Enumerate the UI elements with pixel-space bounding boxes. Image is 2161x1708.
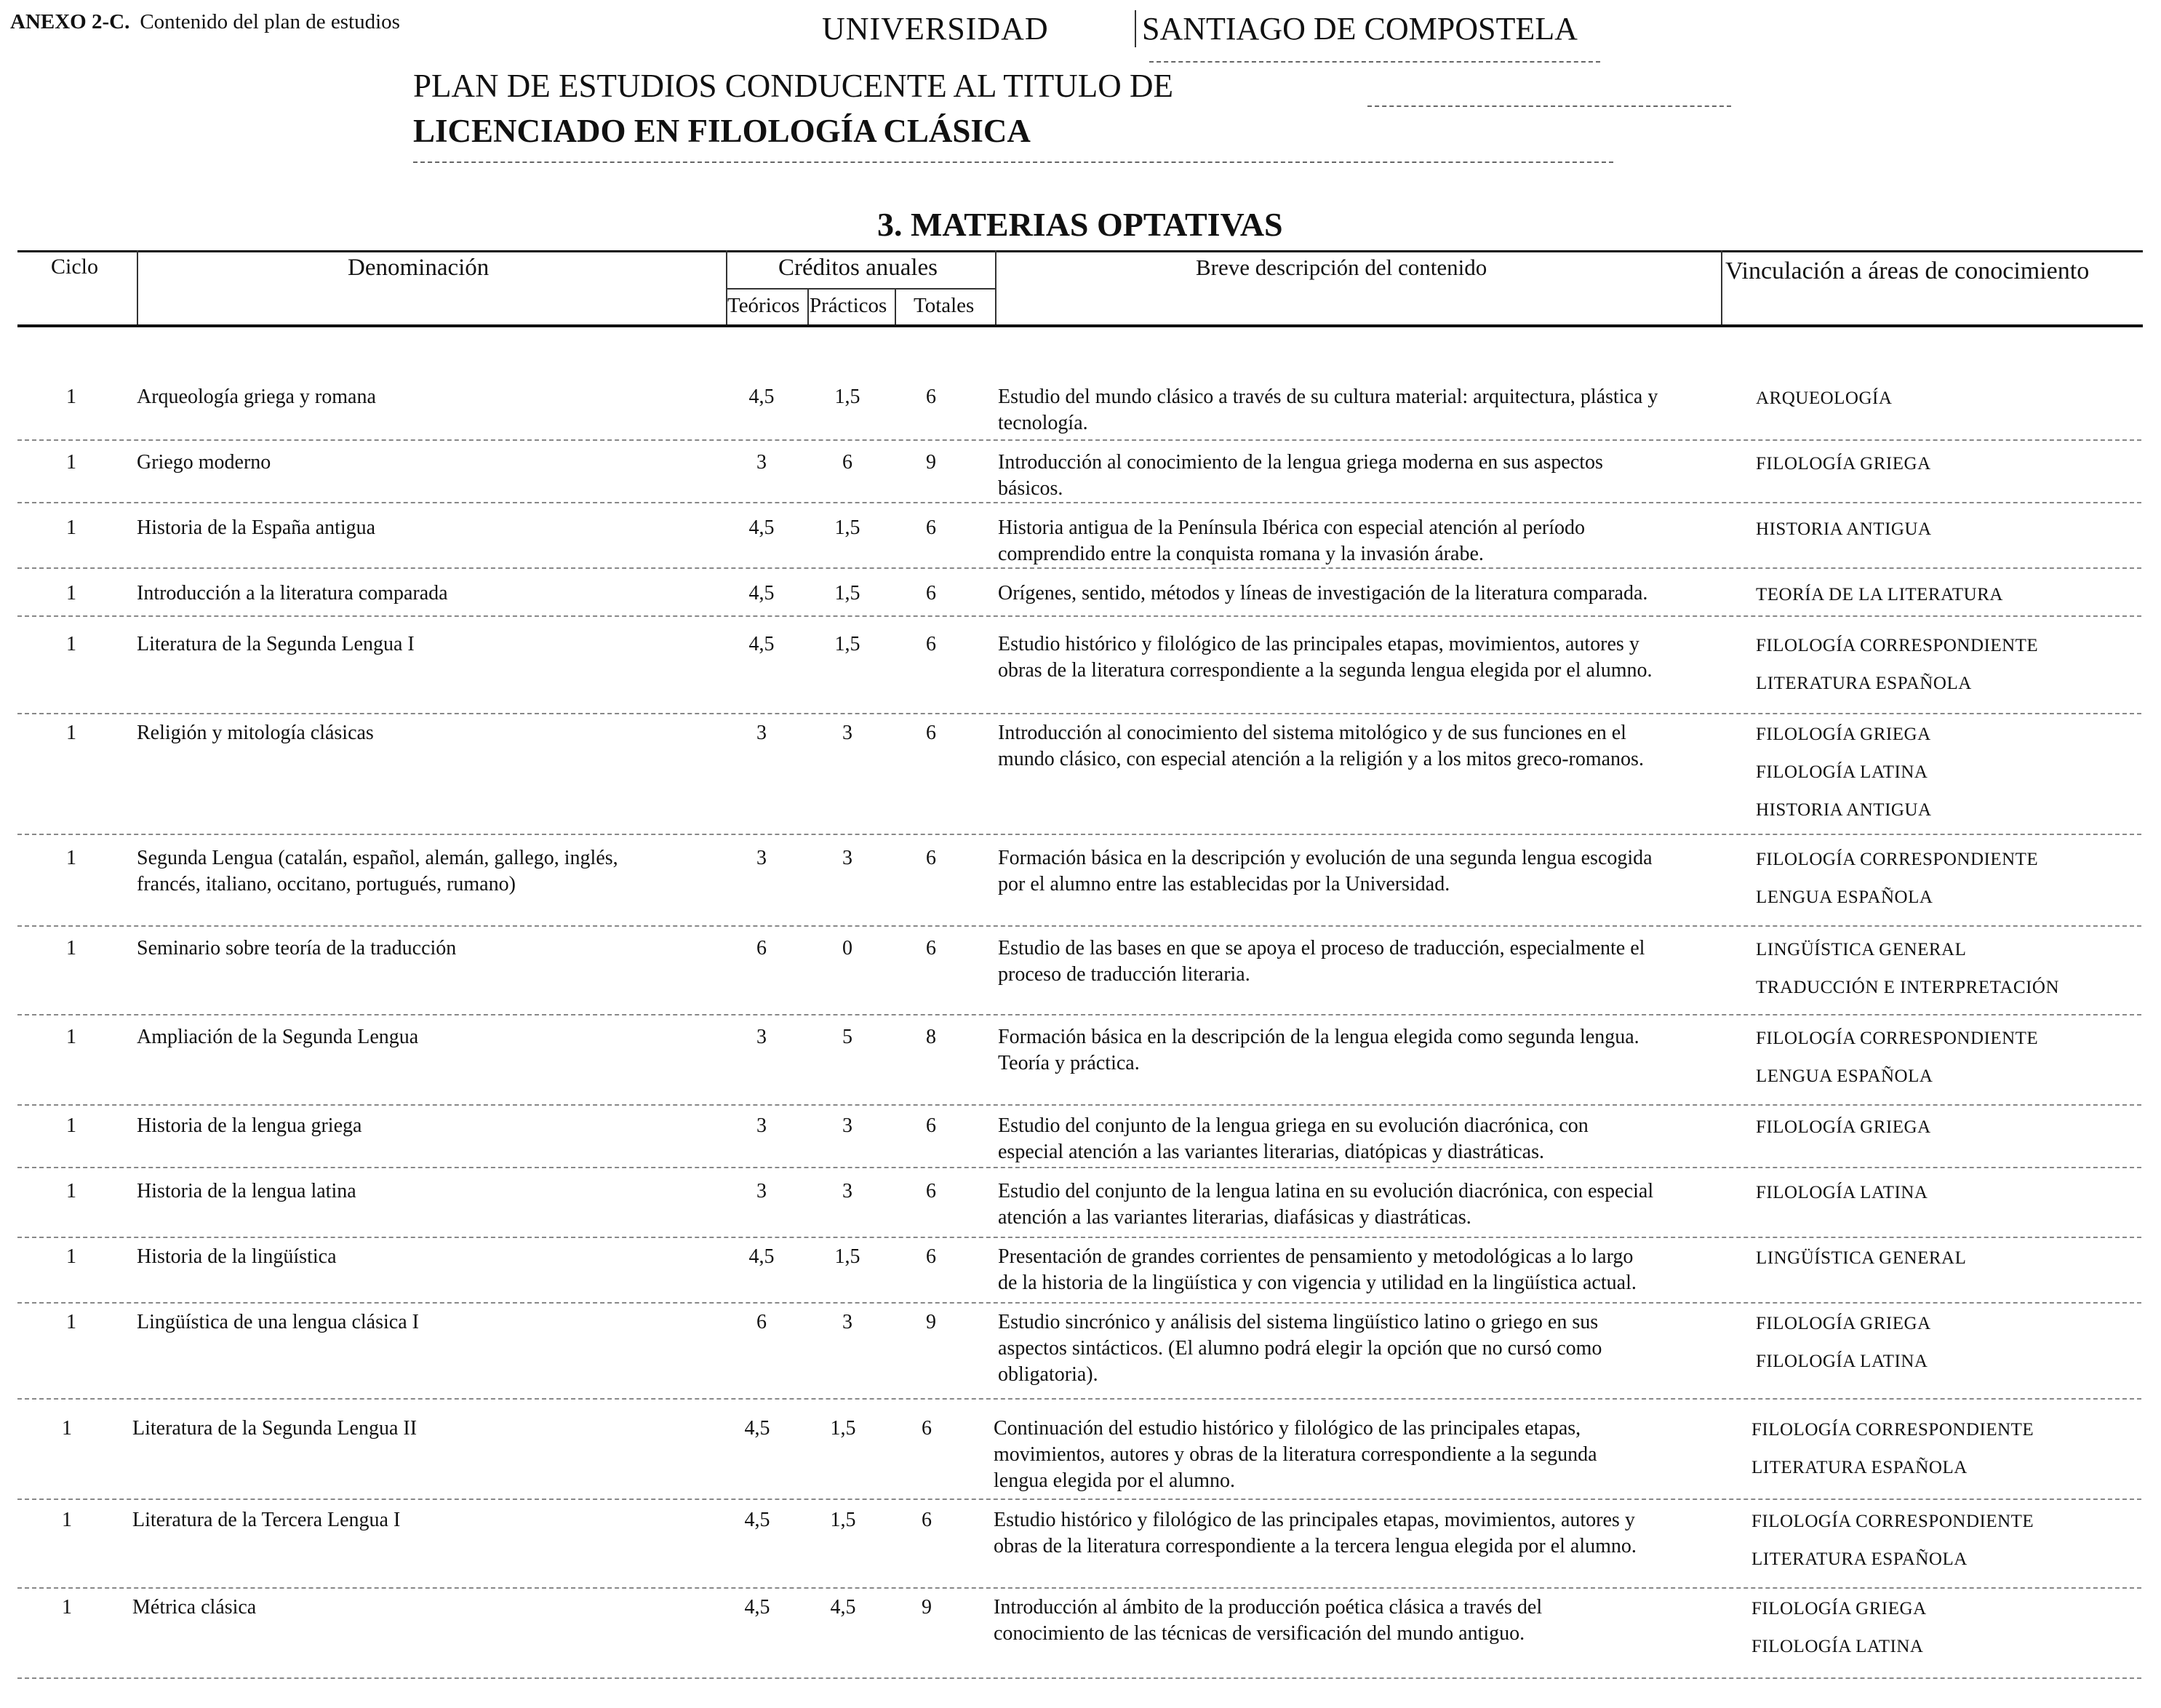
denominacion-line: Ampliación de la Segunda Lengua bbox=[137, 1026, 419, 1048]
row-teoricos: 4,5 bbox=[744, 1417, 770, 1440]
area-item: FILOLOGÍA CORRESPONDIENTE bbox=[1756, 1029, 2039, 1048]
row-totales: 6 bbox=[926, 516, 936, 539]
area-item: LENGUA ESPAÑOLA bbox=[1756, 1066, 1933, 1086]
descripcion-line: obras de la literatura correspondiente a la tercera lengua elegida por el alumno. bbox=[994, 1535, 1637, 1557]
row-separator bbox=[17, 1398, 2141, 1400]
area-item: HISTORIA ANTIGUA bbox=[1756, 800, 1932, 820]
row-areas bbox=[1751, 1590, 1927, 1666]
denominacion-line: Lingüística de una lengua clásica I bbox=[137, 1311, 419, 1333]
header-ciclo: Ciclo bbox=[51, 255, 98, 279]
area-item: FILOLOGÍA LATINA bbox=[1751, 1637, 1924, 1656]
row-separator bbox=[17, 1499, 2141, 1500]
descripcion-line: Introducción al conocimiento de la lengua griega moderna en sus aspectos bbox=[998, 451, 1603, 474]
row-denominacion bbox=[137, 1113, 704, 1139]
denominacion-line: Literatura de la Tercera Lengua I bbox=[132, 1509, 401, 1531]
anexo-label: ANEXO 2-C. bbox=[10, 10, 130, 33]
area-item: FILOLOGÍA GRIEGA bbox=[1756, 454, 1931, 474]
row-totales: 6 bbox=[926, 582, 936, 604]
row-totales: 6 bbox=[922, 1509, 932, 1531]
descripcion-line: proceso de traducción literaria. bbox=[998, 963, 1250, 986]
row-practicos: 3 bbox=[842, 1180, 852, 1202]
row-areas bbox=[1756, 511, 1932, 548]
row-separator bbox=[17, 615, 2141, 617]
row-descripcion bbox=[998, 450, 1718, 502]
row-practicos: 1,5 bbox=[834, 516, 860, 539]
column-divider bbox=[1721, 250, 1722, 324]
row-areas bbox=[1756, 1174, 1928, 1212]
row-denominacion bbox=[132, 1595, 700, 1621]
area-item: FILOLOGÍA CORRESPONDIENTE bbox=[1756, 636, 2039, 655]
row-ciclo: 1 bbox=[66, 386, 76, 408]
table-top-rule bbox=[17, 250, 2143, 252]
row-areas bbox=[1756, 931, 2059, 1007]
row-denominacion bbox=[137, 935, 704, 962]
anexo-text: Contenido del plan de estudios bbox=[140, 10, 400, 33]
header-rule bbox=[413, 161, 1613, 163]
row-denominacion bbox=[137, 1244, 704, 1270]
area-item: FILOLOGÍA GRIEGA bbox=[1756, 1314, 1931, 1333]
row-areas bbox=[1756, 716, 1932, 829]
area-item: FILOLOGÍA GRIEGA bbox=[1751, 1599, 1927, 1619]
descripcion-line: especial atención a las variantes literarias, diatópicas y diastráticas. bbox=[998, 1141, 1545, 1163]
row-areas bbox=[1751, 1503, 2034, 1579]
row-descripcion bbox=[998, 845, 1718, 898]
area-item: FILOLOGÍA CORRESPONDIENTE bbox=[1751, 1420, 2034, 1440]
descripcion-line: movimientos, autores y obras de la literatura correspondiente a la segunda bbox=[994, 1443, 1597, 1466]
area-item: LITERATURA ESPAÑOLA bbox=[1756, 674, 1972, 693]
row-totales: 6 bbox=[922, 1417, 932, 1440]
area-item: FILOLOGÍA LATINA bbox=[1756, 1183, 1928, 1202]
row-practicos: 1,5 bbox=[834, 386, 860, 408]
row-totales: 6 bbox=[926, 386, 936, 408]
descripcion-line: Estudio de las bases en que se apoya el proceso de traducción, especialmente el bbox=[998, 937, 1645, 959]
row-denominacion bbox=[137, 384, 704, 410]
denominacion-line: Historia de la España antigua bbox=[137, 516, 376, 539]
row-denominacion bbox=[137, 1178, 704, 1205]
denominacion-line: francés, italiano, occitano, portugués, rumano) bbox=[137, 873, 516, 895]
row-ciclo: 1 bbox=[66, 722, 76, 744]
descripcion-line: Continuación del estudio histórico y filológico de las principales etapas, bbox=[994, 1417, 1581, 1440]
row-practicos: 3 bbox=[842, 722, 852, 744]
row-ciclo: 1 bbox=[66, 937, 76, 959]
row-separator bbox=[17, 1677, 2141, 1679]
descripcion-line: comprendido entre la conquista romana y la invasión árabe. bbox=[998, 543, 1484, 565]
denominacion-line: Historia de la lengua griega bbox=[137, 1114, 362, 1137]
row-practicos: 6 bbox=[842, 451, 852, 474]
area-item: LINGÜÍSTICA GENERAL bbox=[1756, 1248, 1967, 1268]
row-areas bbox=[1756, 1240, 1966, 1277]
row-totales: 6 bbox=[926, 1114, 936, 1137]
row-descripcion bbox=[994, 1507, 1714, 1560]
row-teoricos: 4,5 bbox=[748, 633, 775, 655]
header-teoricos: Teóricos bbox=[727, 294, 800, 317]
row-separator bbox=[17, 1167, 2141, 1168]
row-denominacion bbox=[132, 1416, 700, 1442]
row-denominacion bbox=[137, 515, 704, 541]
section-title: 3. MATERIAS OPTATIVAS bbox=[877, 206, 1283, 243]
header-vinculacion: Vinculación a áreas de conocimiento bbox=[1725, 258, 2090, 284]
row-totales: 6 bbox=[926, 633, 936, 655]
row-descripcion bbox=[998, 1113, 1718, 1165]
row-areas bbox=[1756, 445, 1931, 483]
row-teoricos: 4,5 bbox=[748, 582, 775, 604]
row-denominacion bbox=[137, 580, 704, 607]
area-item: LITERATURA ESPAÑOLA bbox=[1751, 1549, 1968, 1569]
header-creditos: Créditos anuales bbox=[778, 255, 938, 281]
area-item: TEORÍA DE LA LITERATURA bbox=[1756, 585, 2003, 604]
descripcion-line: Teoría y práctica. bbox=[998, 1052, 1140, 1074]
descripcion-line: tecnología. bbox=[998, 412, 1088, 434]
row-areas bbox=[1756, 627, 2038, 703]
row-denominacion bbox=[137, 845, 704, 898]
row-totales: 9 bbox=[926, 451, 936, 474]
descripcion-line: Presentación de grandes corrientes de pensamiento y metodológicas a lo largo bbox=[998, 1245, 1634, 1268]
row-teoricos: 4,5 bbox=[748, 516, 775, 539]
row-teoricos: 3 bbox=[756, 1026, 767, 1048]
row-ciclo: 1 bbox=[62, 1417, 72, 1440]
row-denominacion bbox=[132, 1507, 700, 1533]
row-separator bbox=[17, 1302, 2141, 1304]
row-denominacion bbox=[137, 720, 704, 746]
row-separator bbox=[17, 439, 2141, 441]
row-practicos: 3 bbox=[842, 847, 852, 869]
row-totales: 6 bbox=[926, 847, 936, 869]
row-descripcion bbox=[998, 384, 1718, 436]
row-practicos: 3 bbox=[842, 1311, 852, 1333]
row-totales: 9 bbox=[922, 1596, 932, 1619]
header-rule bbox=[1367, 105, 1731, 107]
descripcion-line: mundo clásico, con especial atención a la religión y a los mitos greco-romanos. bbox=[998, 748, 1644, 770]
row-denominacion bbox=[137, 450, 704, 476]
creditos-subrule bbox=[726, 288, 995, 290]
row-separator bbox=[17, 1014, 2141, 1015]
row-areas bbox=[1756, 380, 1892, 418]
row-denominacion bbox=[137, 1024, 704, 1050]
row-areas bbox=[1756, 1305, 1931, 1381]
row-ciclo: 1 bbox=[66, 1311, 76, 1333]
row-teoricos: 4,5 bbox=[748, 386, 775, 408]
area-item: LINGÜÍSTICA GENERAL bbox=[1756, 940, 1967, 959]
row-areas bbox=[1756, 576, 2003, 614]
header-descripcion: Breve descripción del contenido bbox=[1196, 255, 1487, 280]
area-item: LENGUA ESPAÑOLA bbox=[1756, 887, 1933, 907]
row-teoricos: 3 bbox=[756, 847, 767, 869]
header-rule bbox=[1149, 61, 1600, 63]
row-separator bbox=[17, 502, 2141, 503]
row-descripcion bbox=[994, 1595, 1714, 1647]
denominacion-line: Arqueología griega y romana bbox=[137, 386, 376, 408]
descripcion-line: Formación básica en la descripción de la lengua elegida como segunda lengua. bbox=[998, 1026, 1639, 1048]
area-item: FILOLOGÍA LATINA bbox=[1756, 1352, 1928, 1371]
denominacion-line: Griego moderno bbox=[137, 451, 271, 474]
descripcion-line: Estudio histórico y filológico de las principales etapas, movimientos, autores y bbox=[994, 1509, 1635, 1531]
anexo-heading bbox=[10, 10, 400, 34]
row-practicos: 1,5 bbox=[830, 1509, 856, 1531]
row-totales: 6 bbox=[926, 1245, 936, 1268]
row-practicos: 4,5 bbox=[830, 1596, 856, 1619]
degree-title: LICENCIADO EN FILOLOGÍA CLÁSICA bbox=[413, 113, 1031, 149]
denominacion-line: Literatura de la Segunda Lengua I bbox=[137, 633, 415, 655]
descripcion-line: de la historia de la lingüística y con vigencia y utilidad en la lingüística actual. bbox=[998, 1272, 1637, 1294]
column-divider bbox=[895, 288, 896, 324]
row-teoricos: 3 bbox=[756, 722, 767, 744]
row-teoricos: 3 bbox=[756, 1114, 767, 1137]
descripcion-line: atención a las variantes literarias, diafásicas y diastráticas. bbox=[998, 1206, 1471, 1229]
descripcion-line: Orígenes, sentido, métodos y líneas de investigación de la literatura comparada. bbox=[998, 582, 1648, 604]
row-descripcion bbox=[994, 1416, 1714, 1494]
row-ciclo: 1 bbox=[66, 1245, 76, 1268]
row-descripcion bbox=[998, 515, 1718, 567]
descripcion-line: obligatoria). bbox=[998, 1363, 1098, 1386]
row-separator bbox=[17, 1237, 2141, 1238]
plan-line: PLAN DE ESTUDIOS CONDUCENTE AL TITULO DE bbox=[413, 68, 1173, 104]
row-areas bbox=[1756, 841, 2038, 917]
row-teoricos: 6 bbox=[756, 937, 767, 959]
descripcion-line: lengua elegida por el alumno. bbox=[994, 1469, 1235, 1492]
descripcion-line: Estudio histórico y filológico de las principales etapas, movimientos, autores y bbox=[998, 633, 1639, 655]
descripcion-line: Estudio del conjunto de la lengua latina en su evolución diacrónica, con especial bbox=[998, 1180, 1654, 1202]
header-practicos: Prácticos bbox=[810, 294, 887, 317]
row-totales: 8 bbox=[926, 1026, 936, 1048]
row-teoricos: 4,5 bbox=[744, 1509, 770, 1531]
row-practicos: 5 bbox=[842, 1026, 852, 1048]
denominacion-line: Métrica clásica bbox=[132, 1596, 257, 1619]
denominacion-line: Segunda Lengua (catalán, español, alemán, gallego, inglés, bbox=[137, 847, 618, 869]
row-areas bbox=[1751, 1411, 2034, 1487]
descripcion-line: conocimiento de las técnicas de versificación del mundo antiguo. bbox=[994, 1622, 1525, 1645]
row-separator bbox=[17, 1587, 2141, 1589]
descripcion-line: Estudio del mundo clásico a través de su cultura material: arquitectura, plástica y bbox=[998, 386, 1658, 408]
row-separator bbox=[17, 925, 2141, 927]
header-totales: Totales bbox=[914, 294, 975, 317]
descripcion-line: Historia antigua de la Península Ibérica con especial atención al período bbox=[998, 516, 1586, 539]
area-item: ARQUEOLOGÍA bbox=[1756, 388, 1893, 408]
area-item: TRADUCCIÓN E INTERPRETACIÓN bbox=[1756, 978, 2060, 997]
row-ciclo: 1 bbox=[62, 1509, 72, 1531]
row-ciclo: 1 bbox=[66, 582, 76, 604]
area-item: FILOLOGÍA GRIEGA bbox=[1756, 1117, 1931, 1137]
row-descripcion bbox=[998, 1244, 1718, 1296]
row-ciclo: 1 bbox=[66, 847, 76, 869]
row-separator bbox=[17, 834, 2141, 835]
row-teoricos: 3 bbox=[756, 1180, 767, 1202]
area-item: FILOLOGÍA LATINA bbox=[1756, 762, 1928, 782]
row-teoricos: 4,5 bbox=[748, 1245, 775, 1268]
header-denominacion: Denominación bbox=[348, 255, 490, 281]
descripcion-line: Introducción al ámbito de la producción poética clásica a través del bbox=[994, 1596, 1543, 1619]
denominacion-line: Historia de la lengua latina bbox=[137, 1180, 356, 1202]
column-divider bbox=[137, 250, 138, 324]
row-areas bbox=[1756, 1020, 2038, 1096]
row-teoricos: 3 bbox=[756, 451, 767, 474]
descripcion-line: Formación básica en la descripción y evolución de una segunda lengua escogida bbox=[998, 847, 1653, 869]
denominacion-line: Religión y mitología clásicas bbox=[137, 722, 374, 744]
row-practicos: 0 bbox=[842, 937, 852, 959]
row-ciclo: 1 bbox=[66, 1026, 76, 1048]
descripcion-line: aspectos sintácticos. (El alumno podrá elegir la opción que no cursó como bbox=[998, 1337, 1602, 1360]
row-ciclo: 1 bbox=[66, 451, 76, 474]
row-teoricos: 6 bbox=[756, 1311, 767, 1333]
row-descripcion bbox=[998, 1309, 1718, 1388]
descripcion-line: obras de la literatura correspondiente a la segunda lengua elegida por el alumno. bbox=[998, 659, 1653, 682]
row-practicos: 3 bbox=[842, 1114, 852, 1137]
row-denominacion bbox=[137, 631, 704, 658]
row-descripcion bbox=[998, 1178, 1718, 1231]
row-totales: 9 bbox=[926, 1311, 936, 1333]
row-totales: 6 bbox=[926, 722, 936, 744]
row-descripcion bbox=[998, 631, 1718, 684]
universidad-label: UNIVERSIDAD bbox=[822, 11, 1049, 47]
descripcion-line: básicos. bbox=[998, 477, 1063, 500]
table-header-rule bbox=[17, 324, 2143, 327]
row-denominacion bbox=[137, 1309, 704, 1336]
row-descripcion bbox=[998, 580, 1718, 607]
row-separator bbox=[17, 713, 2141, 714]
row-separator bbox=[17, 1104, 2141, 1106]
row-descripcion bbox=[998, 1024, 1718, 1077]
denominacion-line: Literatura de la Segunda Lengua II bbox=[132, 1417, 418, 1440]
row-ciclo: 1 bbox=[66, 1180, 76, 1202]
descripcion-line: Estudio sincrónico y análisis del sistema lingüístico latino o griego en sus bbox=[998, 1311, 1599, 1333]
row-descripcion bbox=[998, 720, 1718, 773]
descripcion-line: por el alumno entre las establecidas por la Universidad. bbox=[998, 873, 1450, 895]
row-ciclo: 1 bbox=[66, 633, 76, 655]
row-separator bbox=[17, 567, 2141, 569]
row-areas bbox=[1756, 1109, 1931, 1146]
row-practicos: 1,5 bbox=[834, 633, 860, 655]
descripcion-line: Estudio del conjunto de la lengua griega en su evolución diacrónica, con bbox=[998, 1114, 1589, 1137]
area-item: HISTORIA ANTIGUA bbox=[1756, 519, 1932, 539]
area-item: LITERATURA ESPAÑOLA bbox=[1751, 1458, 1968, 1477]
area-item: FILOLOGÍA GRIEGA bbox=[1756, 725, 1931, 744]
row-ciclo: 1 bbox=[66, 516, 76, 539]
denominacion-line: Introducción a la literatura comparada bbox=[137, 582, 448, 604]
denominacion-line: Seminario sobre teoría de la traducción bbox=[137, 937, 457, 959]
area-item: FILOLOGÍA CORRESPONDIENTE bbox=[1751, 1512, 2034, 1531]
row-totales: 6 bbox=[926, 937, 936, 959]
row-totales: 6 bbox=[926, 1180, 936, 1202]
area-item: FILOLOGÍA CORRESPONDIENTE bbox=[1756, 850, 2039, 869]
denominacion-line: Historia de la lingüística bbox=[137, 1245, 337, 1268]
universidad-name: SANTIAGO DE COMPOSTELA bbox=[1135, 10, 1578, 47]
row-teoricos: 4,5 bbox=[744, 1596, 770, 1619]
column-divider bbox=[807, 288, 809, 324]
row-descripcion bbox=[998, 935, 1718, 988]
descripcion-line: Introducción al conocimiento del sistema mitológico y de sus funciones en el bbox=[998, 722, 1626, 744]
row-practicos: 1,5 bbox=[834, 1245, 860, 1268]
row-ciclo: 1 bbox=[66, 1114, 76, 1137]
row-ciclo: 1 bbox=[62, 1596, 72, 1619]
row-practicos: 1,5 bbox=[834, 582, 860, 604]
row-practicos: 1,5 bbox=[830, 1417, 856, 1440]
column-divider bbox=[995, 250, 996, 324]
